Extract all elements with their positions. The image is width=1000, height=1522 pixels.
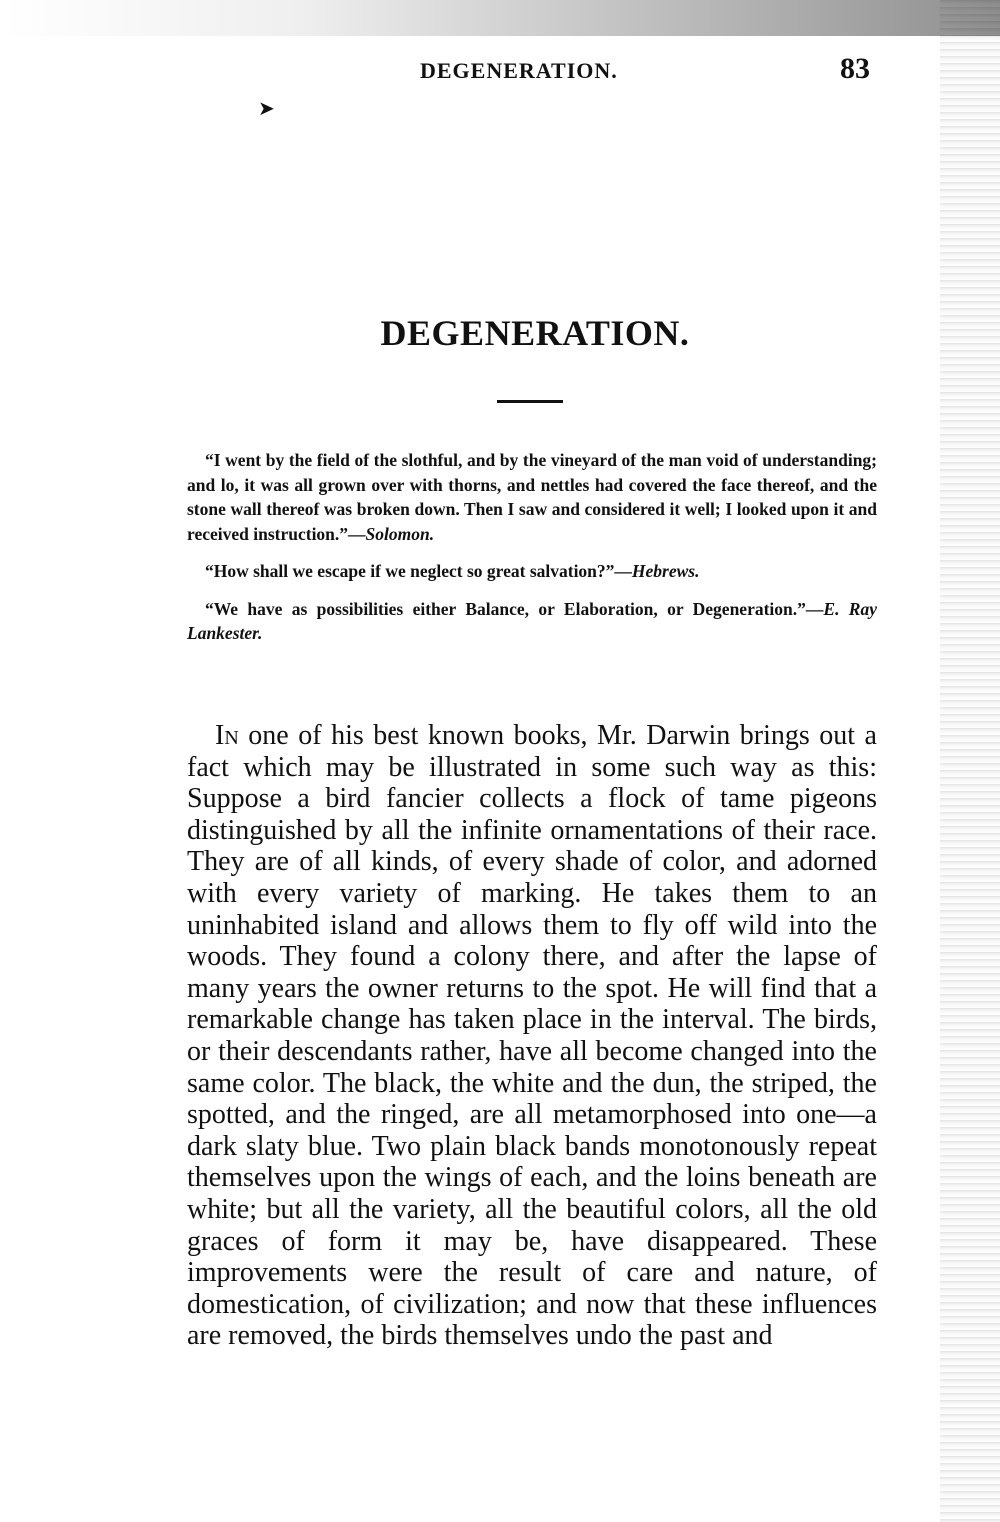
epigraph-hebrews (187, 559, 877, 584)
epigraphs (187, 448, 877, 659)
paragraph-text: one of his best known books, Mr. Darwin brings out a fact which may be illustrated in some such way as this: Suppose a bird fancier collects a flock of tame pigeons distinguished by all the infinite ornamentations of their race. They are of all kinds, of every shade of color, and adorned with every variety of marking. He takes them to an uninhabited island and allows them to fly off wild into the woods. They found a colony there, and after the lapse of many years the owner returns to the spot. He will find that a remarkable change has taken place in the interval. The birds, or their descendants rather, have all become changed into the same color. The black, the white and the dun, the striped, the spotted, and the ringed, are all metamorphosed into one—a dark slaty blue. Two plain black bands monotonously repeat themselves upon the wings of each, and the loins beneath are white; but all the variety, all the beautiful colors, all the old graces of form it may be, have disappeared. These improvements were the result of care and nature, of domestication, of civilization; and now that these influences are removed, the birds themselves undo the past and (187, 720, 877, 1352)
epigraph-lankester (187, 597, 877, 646)
body-text (187, 720, 877, 1352)
scan-shadow-right (940, 0, 1000, 1522)
epigraph-attribution: E. Ray Lankester. (187, 598, 877, 643)
epigraph-solomon (187, 448, 877, 546)
epigraph-attribution: Solomon. (365, 523, 435, 544)
page-number: 83 (840, 52, 870, 85)
scan-shadow-top (0, 0, 1000, 36)
body-paragraph (187, 720, 877, 1352)
epigraph-text: “We have as possibilities either Balance, or Elaboration, or Degeneration.”— (205, 598, 824, 619)
lead-word: In (215, 720, 239, 751)
epigraph-text: “How shall we escape if we neglect so great salvation?”— (205, 561, 632, 581)
chapter-title: DEGENERATION. (380, 313, 690, 353)
pointer-mark-icon: ➤ (258, 96, 275, 120)
epigraph-attribution: Hebrews. (631, 561, 700, 581)
title-rule (497, 400, 563, 403)
running-head: DEGENERATION. (420, 58, 618, 83)
epigraph-text: “I went by the field of the slothful, and by the vineyard of the man void of understanding; and lo, it was all grown over with thorns, and nettles had covered the face thereof, and the stone wall thereof was broken down. Then I saw and considered it well; I looked upon it and received instruction.”— (187, 450, 877, 544)
